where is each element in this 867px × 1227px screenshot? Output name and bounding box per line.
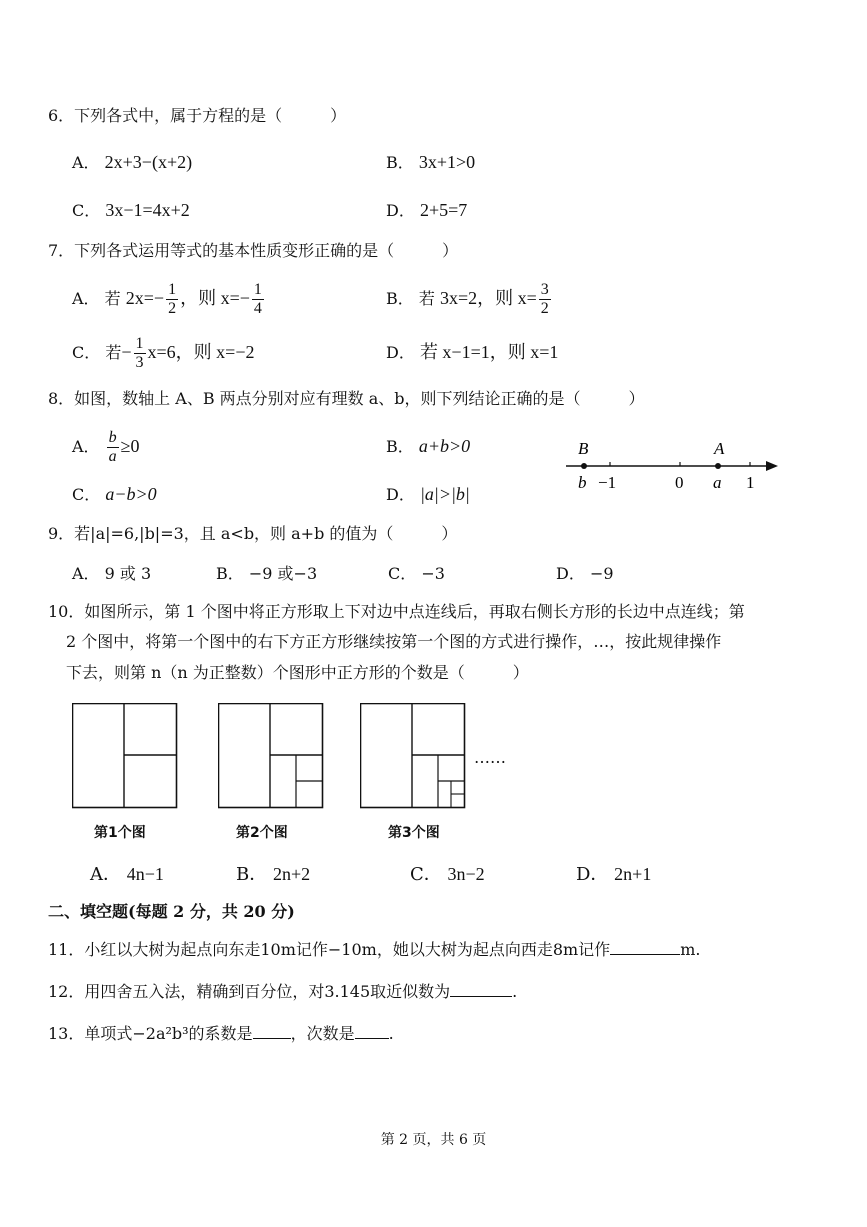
q7-stem: 7．下列各式运用等式的基本性质变形正确的是（ ） bbox=[48, 241, 459, 260]
q11-answer-blank[interactable] bbox=[610, 938, 680, 955]
q6-option-d-expr: 2+5=7 bbox=[419, 200, 468, 220]
label-B: B bbox=[578, 439, 589, 458]
q12-answer-blank[interactable] bbox=[450, 980, 512, 997]
q7-option-d: D． 若 x−1=1，则 x=1 bbox=[386, 342, 559, 362]
q13-degree-blank[interactable] bbox=[355, 1022, 389, 1039]
q10-line-2: 2 个图中，将第一个图中的右下方正方形继续按第一个图的方式进行操作，…，按此规律操作 bbox=[66, 632, 722, 651]
q10-line-3: 下去，则第 n（n 为正整数）个图形中正方形的个数是（ ） bbox=[66, 663, 529, 682]
number-line-arrow bbox=[766, 461, 778, 471]
tick-label-0: 0 bbox=[675, 473, 684, 492]
fraction: $\frac{3}{2}$ bbox=[540, 281, 549, 317]
figure-2 bbox=[218, 703, 324, 809]
figure-3-caption: 第3个图 bbox=[388, 825, 440, 841]
q6-option-b-expr: 3x+1>0 bbox=[418, 152, 476, 172]
fraction: $\frac{b}{a}$ bbox=[108, 429, 117, 465]
q13: 13．单项式−2a²b³的系数是 ，次数是 . bbox=[48, 1024, 394, 1043]
q11: 11．小红以大树为起点向东走10m记作−10m，她以大树为起点向西走8m记作 m. bbox=[48, 940, 701, 959]
q7-option-a: A． 若 2x=− $\frac{1}{2}$ ，则 x=− $\frac{1}{4}$ bbox=[72, 281, 262, 317]
q6-stem: 6．下列各式中，属于方程的是（ ） bbox=[48, 106, 347, 125]
q7-option-c: C． 若− $\frac{1}{3}$ x=6，则 x=−2 bbox=[72, 335, 255, 371]
q6-option-c-expr: 3x−1=4x+2 bbox=[105, 200, 190, 220]
figure-ellipsis: …… bbox=[474, 748, 506, 767]
q10-option-a: A． 4n−1 bbox=[90, 864, 164, 885]
q6-option-c: C． 3x−1=4x+2 bbox=[72, 200, 190, 220]
tick-label-minus-1: −1 bbox=[598, 473, 617, 492]
figure-1-caption: 第1个图 bbox=[94, 825, 146, 841]
fraction: $\frac{1}{3}$ bbox=[135, 335, 144, 371]
q6-option-d: D． 2+5=7 bbox=[386, 200, 468, 220]
q10-option-c: C． 3n−2 bbox=[410, 864, 485, 885]
q8-option-b: B． a+b>0 bbox=[386, 436, 471, 456]
page-footer: 第 2 页，共 6 页 bbox=[380, 1132, 487, 1148]
q8-option-d: D． |a|>|b| bbox=[386, 484, 470, 504]
figure-1 bbox=[72, 703, 178, 809]
point-a bbox=[715, 463, 721, 469]
figure-3 bbox=[360, 703, 466, 809]
q8-stem: 8．如图，数轴上 A、B 两点分别对应有理数 a、b，则下列结论正确的是（ ） bbox=[48, 389, 645, 408]
tick-label-a: a bbox=[713, 473, 722, 492]
number-line bbox=[560, 432, 790, 496]
q13-coefficient-blank[interactable] bbox=[253, 1022, 291, 1039]
q8-option-a: A． $\frac{b}{a}$ ≥0 bbox=[72, 429, 140, 465]
q9-option-b: B． −9 或−3 bbox=[216, 564, 318, 583]
fraction: $\frac{1}{2}$ bbox=[168, 281, 177, 317]
q9-option-d: D． −9 bbox=[556, 564, 614, 583]
q8-option-c: C． a−b>0 bbox=[72, 484, 157, 504]
q6-option-b: B． 3x+1>0 bbox=[386, 152, 476, 172]
tick-label-1: 1 bbox=[746, 473, 755, 492]
label-A: A bbox=[714, 439, 725, 458]
q6-option-a-expr: 2x+3−(x+2) bbox=[104, 152, 193, 172]
q10-option-b: B． 2n+2 bbox=[236, 864, 311, 885]
fraction: $\frac{1}{4}$ bbox=[253, 281, 262, 317]
q6-option-a: A． 2x+3−(x+2) bbox=[72, 152, 193, 172]
q9-option-a: A． 9 或 3 bbox=[72, 564, 152, 583]
tick-label-b: b bbox=[578, 473, 587, 492]
figure-2-caption: 第2个图 bbox=[236, 825, 288, 841]
q12: 12．用四舍五入法，精确到百分位，对3.145取近似数为 . bbox=[48, 982, 518, 1001]
q9-option-c: C． −3 bbox=[388, 564, 445, 583]
section-2-title: 二、填空题(每题 2 分，共 20 分) bbox=[48, 902, 295, 921]
q10-option-d: D． 2n+1 bbox=[576, 864, 652, 885]
q7-option-b: B． 若 3x=2，则 x= $\frac{3}{2}$ bbox=[386, 281, 549, 317]
point-b bbox=[581, 463, 587, 469]
q10-line-1: 10．如图所示，第 1 个图中将正方形取上下对边中点连线后，再取右侧长方形的长边中点连线；第 bbox=[48, 602, 745, 621]
q9-stem: 9．若|a|=6,|b|=3，且 a<b，则 a+b 的值为（ ） bbox=[48, 524, 458, 543]
